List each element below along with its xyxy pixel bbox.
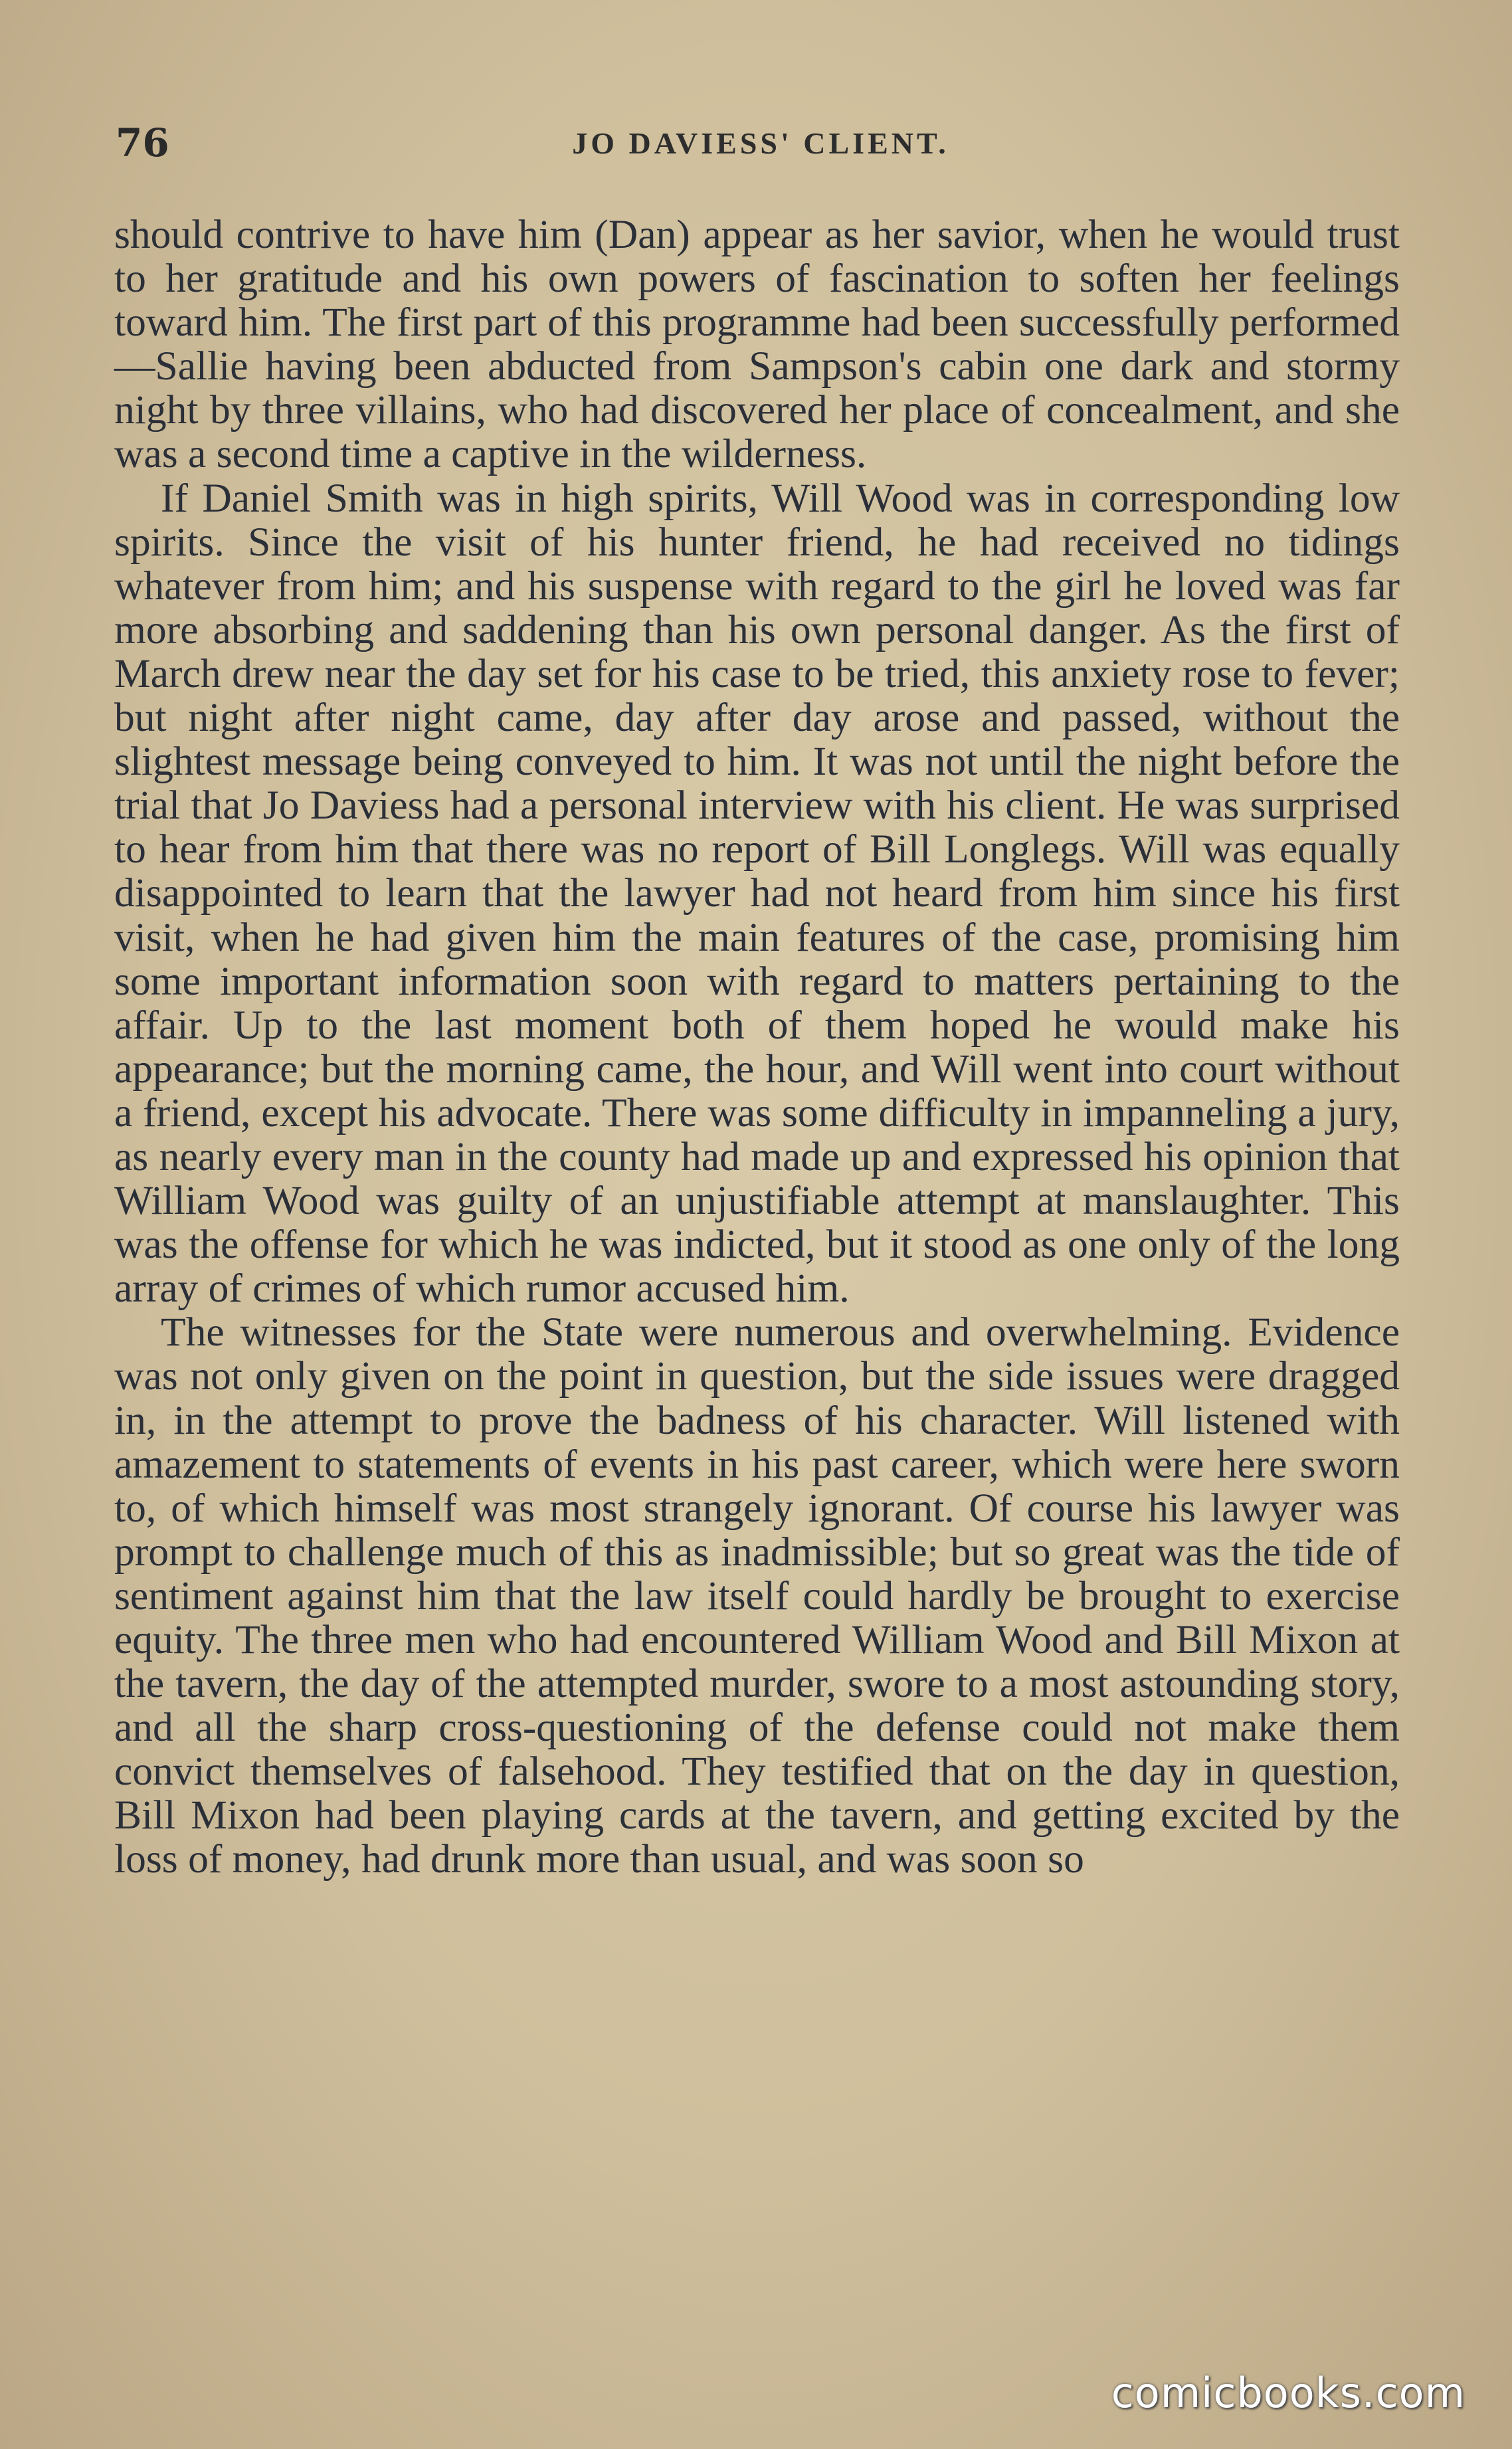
paragraph-1: should contrive to have him (Dan) appear as her savior, when he would trust to her gratitude and his own powers of fascination to soften her feelings toward him. The first part of this programme had been successfully performed—Sallie having been abducted from Sampson's cabin one dark and stormy night by three villains, who had discovered her place of concealment, and she was a second time a captive in the wilderness. bbox=[114, 212, 1400, 477]
running-head: JO DAVIESS' CLIENT. bbox=[572, 126, 949, 160]
page-header bbox=[113, 116, 1408, 176]
body-text bbox=[114, 213, 1400, 1882]
paragraph-2: If Daniel Smith was in high spirits, Will Wood was in corresponding low spirits. Since the visit of his hunter friend, he had received no tidings whatever from him; and his suspense with regard to the girl he loved was far more absorbing and saddening than his own personal danger. As the first of March drew near the day set for his case to be tried, this anxiety rose to fever; but night after night came, day after day arose and passed, without the slightest message being conveyed to him. It was not until the night before the trial that Jo Daviess had a personal interview with his client. He was surprised to hear from him that there was no report of Bill Longlegs. Will was equally disappointed to learn that the lawyer had not heard from him since his first visit, when he had given him the main features of the case, promising him some important information soon with regard to matters pertaining to the affair. Up to the last moment both of them hoped he would make his appearance; but the morning came, the hour, and Will went into court without a friend, except his advocate. There was some difficulty in impanneling a jury, as nearly every man in the county had made up and expressed his opinion that William Wood was guilty of an unjustifiable attempt at manslaughter. This was the offense for which he was indicted, but it stood as one only of the long array of crimes of which rumor accused him. bbox=[114, 475, 1400, 1312]
page-number: 76 bbox=[116, 120, 169, 165]
watermark-text: comicbooks.com bbox=[1111, 2369, 1465, 2417]
paragraph-3: The witnesses for the State were numerous and overwhelming. Evidence was not only given on the point in question, but the side issues were dragged in, in the attempt to prove the badness of his character. Will listened with amazement to statements of events in his past career, which were here sworn to, of which himself was most strangely ignorant. Of course his lawyer was prompt to challenge much of this as inadmissible; but so great was the tide of sentiment against him that the law itself could hardly be brought to exercise equity. The three men who had encountered William Wood and Bill Mixon at the tavern, the day of the attempted murder, swore to a most astounding story, and all the sharp cross-questioning of the defense could not make them convict themselves of falsehood. They testified that on the day in question, Bill Mixon had been playing cards at the tavern, and getting excited by the loss of money, had drunk more than usual, and was soon so bbox=[114, 1310, 1400, 1882]
